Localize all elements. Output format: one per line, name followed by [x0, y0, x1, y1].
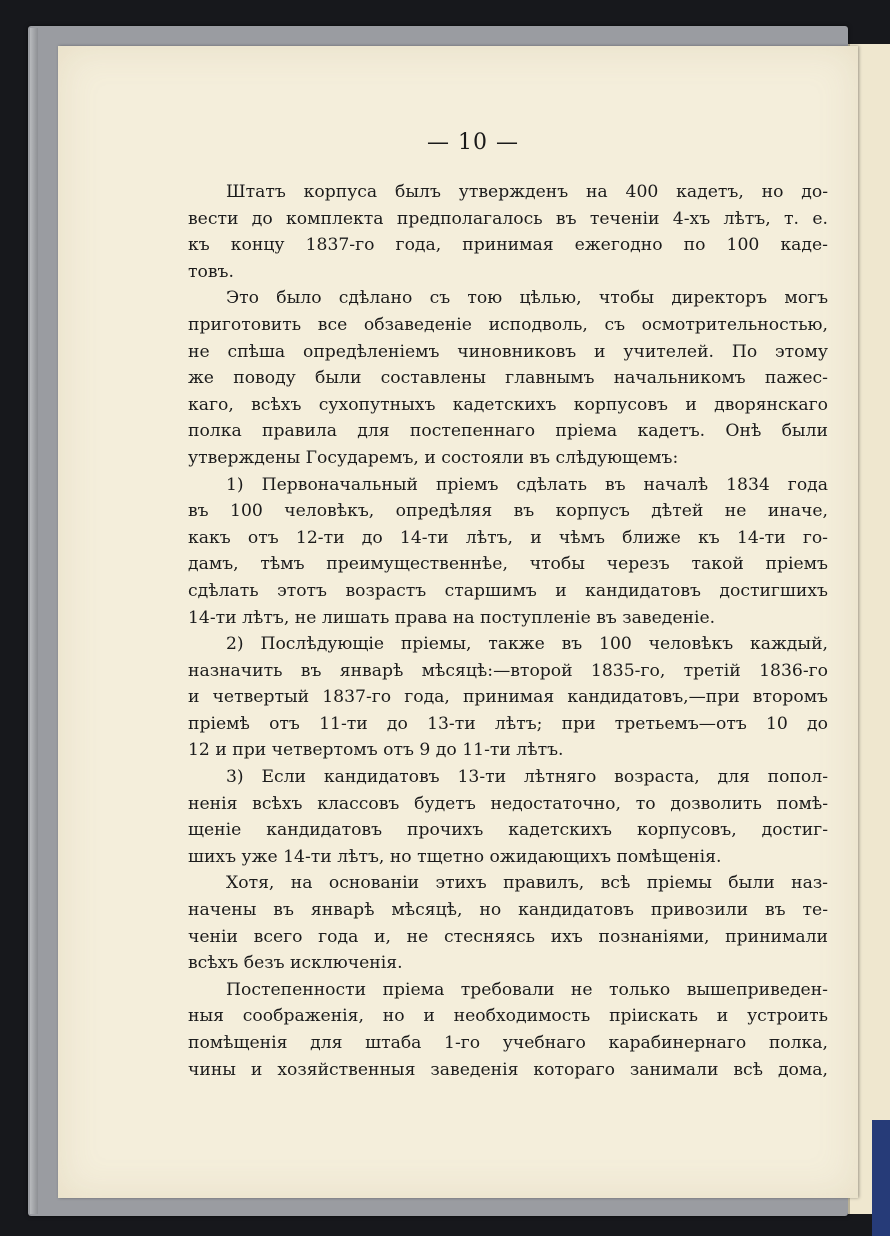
text-line: шихъ уже 14-ти лѣтъ, но тщетно ожидающихъ помѣщенія.	[188, 846, 722, 867]
text-line: и четвертый 1837-го года, принимая кандидатовъ,—при второмъ	[188, 687, 828, 708]
page-body-text	[188, 179, 828, 1083]
text-line: вести до комплекта предполагалось въ теченіи 4-хъ лѣтъ, т. е.	[188, 208, 828, 229]
text-line: 12 и при четвертомъ отъ 9 до 11-ти лѣтъ.	[188, 740, 564, 761]
text-line: каго, всѣхъ сухопутныхъ кадетскихъ корпусовъ и дворянскаго	[188, 394, 828, 415]
text-line: начены въ январѣ мѣсяцѣ, но кандидатовъ привозили въ те-	[188, 900, 828, 921]
text-line: Хотя, на основаніи этихъ правилъ, всѣ пріемы были наз-	[226, 873, 828, 894]
page-number: — 10 —	[427, 130, 519, 155]
text-line: дамъ, тѣмъ преимущественнѣе, чтобы черезъ такой пріемъ	[188, 554, 828, 575]
color-calibration-strip	[872, 1120, 890, 1236]
text-line: ненія всѣхъ классовъ будетъ недостаточно, то дозволить помѣ-	[188, 793, 828, 814]
text-line: не спѣша опредѣленіемъ чиновниковъ и учителей. По этому	[188, 341, 828, 362]
text-line: 1) Первоначальный пріемъ сдѣлать въ началѣ 1834 года	[226, 474, 828, 495]
text-line: въ 100 человѣкъ, опредѣляя въ корпусъ дѣтей не иначе,	[188, 501, 828, 522]
text-line: Штатъ корпуса былъ утвержденъ на 400 кадетъ, но до-	[226, 182, 828, 202]
text-line: всѣхъ безъ исключенія.	[188, 953, 403, 974]
text-line: 14-ти лѣтъ, не лишать права на поступленіе въ заведеніе.	[188, 607, 716, 628]
text-line: щеніе кандидатовъ прочихъ кадетскихъ корпусовъ, достиг-	[188, 820, 828, 841]
text-line: какъ отъ 12-ти до 14-ти лѣтъ, и чѣмъ ближе къ 14-ти го-	[188, 527, 828, 548]
book-spine-edge	[30, 28, 38, 1214]
text-line: ченіи всего года и, не стесняясь ихъ познаніями, принимали	[188, 926, 828, 947]
text-line: же поводу были составлены главнымъ начальникомъ пажес-	[188, 368, 828, 389]
text-line: сдѣлать этотъ возрастъ старшимъ и кандидатовъ достигшихъ	[188, 580, 828, 601]
text-line: полка правила для постепеннаго пріема кадетъ. Онѣ были	[188, 421, 828, 442]
text-line: чины и хозяйственныя заведенія котораго занимали всѣ дома,	[188, 1059, 828, 1080]
text-line: Это было сдѣлано съ тою цѣлью, чтобы директоръ могъ	[226, 288, 828, 309]
text-line: 3) Если кандидатовъ 13-ти лѣтняго возраста, для попол-	[226, 767, 828, 788]
text-line: къ концу 1837-го года, принимая ежегодно по 100 каде-	[188, 235, 828, 256]
text-line: Постепенности пріема требовали не только вышеприведен-	[226, 979, 828, 1000]
book-page	[58, 46, 858, 1198]
text-line: назначить въ январѣ мѣсяцѣ:—второй 1835-го, третій 1836-го	[188, 660, 828, 681]
text-line: приготовить все обзаведеніе исподволь, съ осмотрительностью,	[188, 314, 828, 335]
text-line: помѣщенія для штаба 1-го учебнаго карабинернаго полка,	[188, 1033, 828, 1053]
text-line: утверждены Государемъ, и состояли въ слѣдующемъ:	[188, 447, 679, 468]
text-line: ныя соображенія, но и необходимость пріискать и устроить	[188, 1006, 828, 1027]
text-line: 2) Послѣдующіе пріемы, также въ 100 человѣкъ каждый,	[226, 634, 828, 655]
text-line: товъ.	[188, 261, 234, 282]
text-line: пріемѣ отъ 11-ти до 13-ти лѣтъ; при третьемъ—отъ 10 до	[188, 713, 828, 734]
